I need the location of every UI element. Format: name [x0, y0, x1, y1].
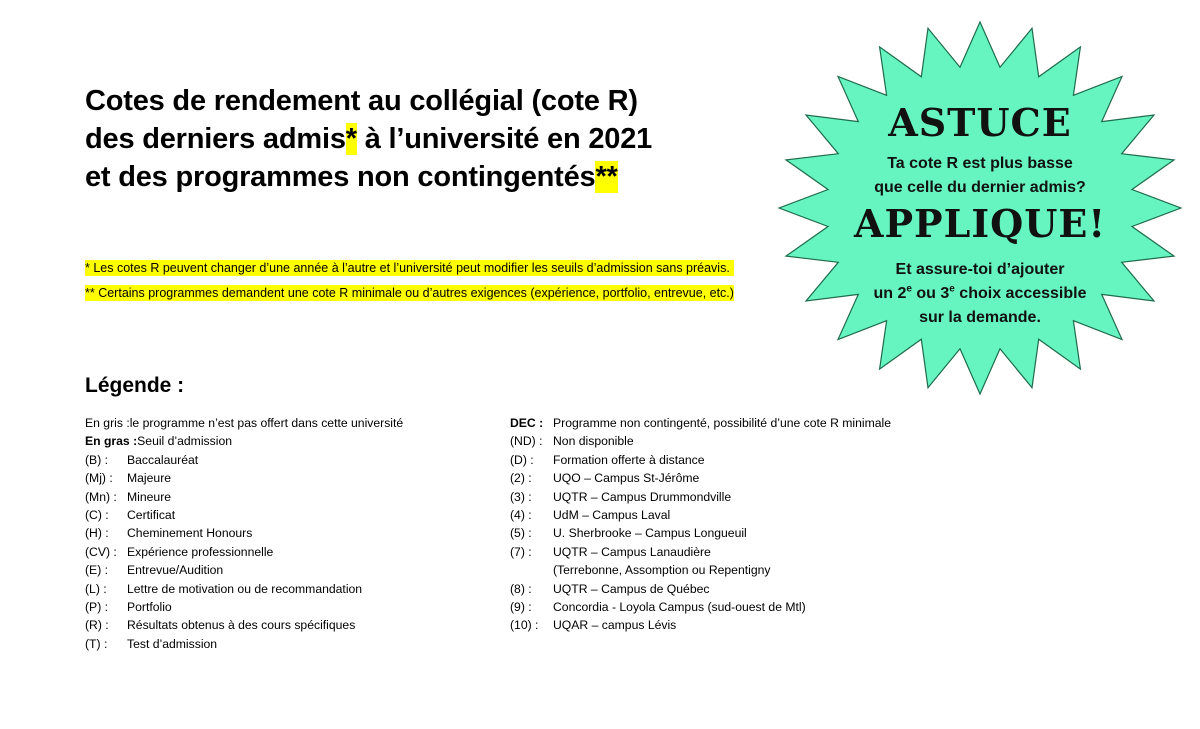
legend-value: Concordia - Loyola Campus (sud-ouest de Mtl): [553, 599, 806, 614]
legend-row: [510, 506, 891, 524]
page-title: [85, 82, 785, 196]
legend-row: [510, 543, 891, 561]
footnote-2: ** Certains programmes demandent une cote R minimale ou d’autres exigences (expérience, portfolio, entrevue, etc.): [85, 286, 734, 300]
legend-key: (H) :: [85, 526, 109, 541]
legend-row: [85, 432, 403, 450]
legend-value: U. Sherbrooke – Campus Longueuil: [553, 526, 747, 541]
legend-value: UQTR – Campus de Québec: [553, 581, 710, 596]
legend-value: Lettre de motivation ou de recommandation: [127, 581, 363, 596]
legend-key: (5) :: [510, 526, 532, 541]
legend-row: [85, 543, 403, 561]
title-line-2-end: à l’université en 2021: [356, 123, 653, 155]
legend-key: (8) :: [510, 581, 532, 596]
starburst-line-1: Ta cote R est plus basse: [887, 155, 1073, 172]
footnote-marker-1: *: [345, 123, 357, 155]
legend-key: (E) :: [85, 563, 109, 578]
legend-row: [510, 414, 891, 432]
legend-row: [510, 580, 891, 598]
legend-value: Mineure: [127, 489, 172, 504]
legend-key: DEC :: [510, 416, 544, 430]
legend-row: [85, 506, 403, 524]
legend-value: UQTR – Campus Lanaudière: [553, 544, 711, 559]
legend-key: (7) :: [510, 544, 532, 559]
legend-key: En gras :: [85, 434, 138, 449]
legend-key: (Mj) :: [85, 471, 113, 486]
legend-value: Formation offerte à distance: [553, 452, 705, 467]
starburst-text: [770, 12, 1190, 398]
legend-value: Majeure: [127, 471, 172, 486]
title-line-3: [85, 158, 785, 196]
legend-left-column: [85, 414, 403, 653]
starburst-line-2: que celle du dernier admis?: [874, 179, 1086, 196]
legend-value: Cheminement Honours: [127, 526, 253, 541]
legend-value: Portfolio: [127, 599, 172, 614]
title-line-1: Cotes de rendement au collégial (cote R): [85, 85, 638, 117]
legend-key: (C) :: [85, 507, 109, 522]
legend-row: [510, 616, 891, 634]
legend-key: (Mn) :: [85, 489, 117, 504]
legend-row: [85, 524, 403, 542]
legend-value: (Terrebonne, Assomption ou Repentigny: [553, 563, 771, 578]
legend-key: (B) :: [85, 452, 109, 467]
applique-heading: APPLIQUE!: [853, 201, 1106, 246]
legend-value: Test d’admission: [127, 636, 218, 651]
legend-row: [510, 488, 891, 506]
legend-row: [510, 469, 891, 487]
legend-row: [85, 616, 403, 634]
legend-key: (L) :: [85, 581, 107, 596]
legend-row: [510, 432, 891, 450]
legend-key: (P) :: [85, 599, 109, 614]
legend-value: Programme non contingenté, possibilité d’une cote R minimale: [553, 416, 892, 430]
line4-part-b: ou 3: [911, 285, 950, 302]
legend-right-column: [510, 414, 891, 635]
title-line-3-text: et des programmes non contingentés: [85, 161, 596, 193]
legend-row: [85, 561, 403, 579]
legend-title: Légende :: [85, 374, 185, 397]
legend-row: [85, 469, 403, 487]
legend-row: [85, 488, 403, 506]
astuce-heading: ASTUCE: [888, 100, 1072, 145]
title-line-2-text: des derniers admis: [85, 123, 346, 155]
legend-key: (3) :: [510, 489, 532, 504]
legend-value: Baccalauréat: [127, 452, 199, 467]
legend-value: Seuil d’admission: [137, 434, 232, 449]
starburst-line-4: [770, 282, 1190, 306]
starburst-line-3: Et assure-toi d’ajouter: [895, 261, 1065, 278]
legend-row: [85, 414, 403, 432]
legend-key: En gris :: [85, 416, 130, 430]
title-line-2: [85, 120, 785, 158]
legend-row: [85, 635, 403, 653]
line4-part-a: un 2: [873, 285, 907, 302]
legend-value: Résultats obtenus à des cours spécifiques: [127, 618, 356, 633]
legend-value: UQO – Campus St-Jérôme: [553, 471, 700, 486]
legend-value: le programme n’est pas offert dans cette université: [129, 416, 404, 430]
legend-key: (CV) :: [85, 544, 117, 559]
legend-key: (9) :: [510, 599, 532, 614]
legend-key: (R) :: [85, 618, 109, 633]
line4-part-c: choix accessible: [954, 285, 1087, 302]
legend-key: (D) :: [510, 452, 534, 467]
legend-value: Certificat: [127, 507, 176, 522]
legend-value: Expérience professionnelle: [127, 544, 274, 559]
legend-row: [85, 451, 403, 469]
legend-key: (10) :: [510, 618, 539, 633]
legend-key: [510, 561, 553, 579]
footnote-marker-2: **: [595, 161, 618, 193]
legend-value: UQAR – campus Lévis: [553, 618, 677, 633]
legend-value: UQTR – Campus Drummondville: [553, 489, 732, 504]
legend-row: [510, 451, 891, 469]
legend-key: (2) :: [510, 471, 532, 486]
footnote-1: * Les cotes R peuvent changer d’une année à l’autre et l’université peut modifier les seuils d’admission sans préavis.: [85, 260, 734, 276]
line4-sup-2: e: [949, 283, 955, 295]
line4-sup-1: e: [906, 283, 912, 295]
legend-key: (ND) :: [510, 434, 543, 449]
legend-key: (4) :: [510, 507, 532, 522]
legend-row: [85, 598, 403, 616]
footnotes: [85, 260, 734, 310]
starburst-line-5: sur la demande.: [919, 309, 1041, 326]
legend-row: [510, 598, 891, 616]
legend-row: [85, 580, 403, 598]
legend-value: Entrevue/Audition: [127, 563, 224, 578]
legend-row: [510, 561, 891, 579]
legend-key: (T) :: [85, 636, 108, 651]
legend-row: [510, 524, 891, 542]
legend-value: Non disponible: [553, 434, 634, 449]
legend-value: UdM – Campus Laval: [553, 507, 671, 522]
